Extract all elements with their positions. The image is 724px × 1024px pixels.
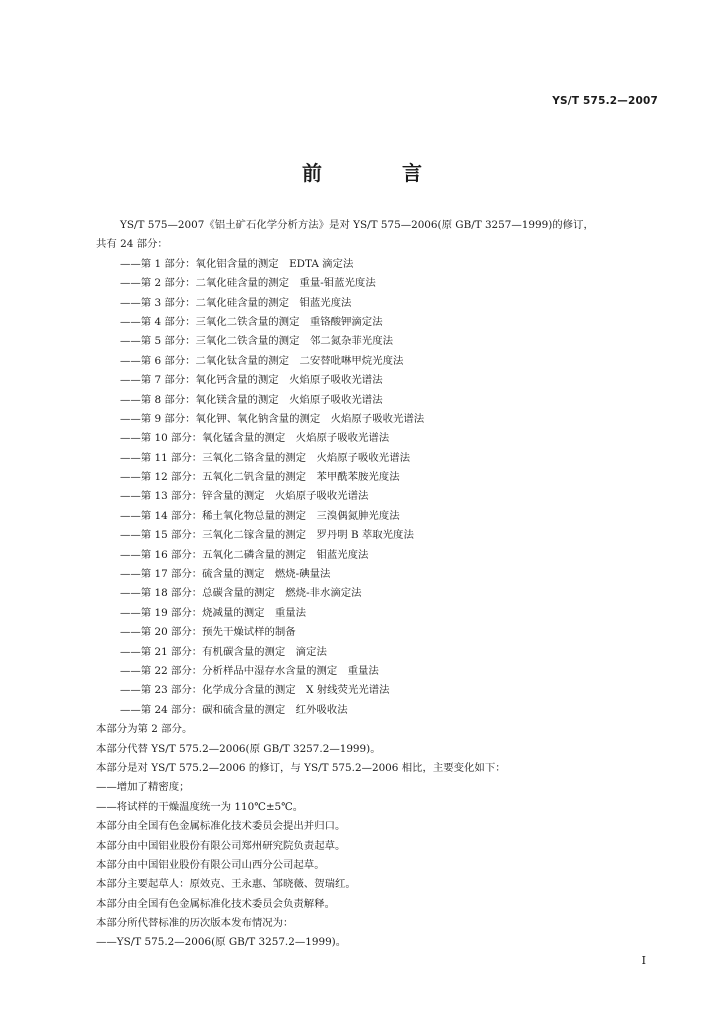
note-line: 本部分由中国铝业股份有限公司山西分公司起草。 xyxy=(96,858,325,871)
intro-line: YS/T 575—2007《铝土矿石化学分析方法》是对 YS/T 575—2006(原 GB/T 3257—1999)的修订， xyxy=(120,219,594,231)
note-line: 本部分是对 YS/T 575.2—2006 的修订，与 YS/T 575.2—2006 相比，主要变化如下： xyxy=(96,761,506,774)
note-line: 本部分代替 YS/T 575.2—2006(原 GB/T 3257.2—1999)。 xyxy=(96,742,381,755)
intro-line: 共有 24 部分： xyxy=(96,238,168,251)
standard-code: YS/T 575.2—2007 xyxy=(552,95,658,107)
note-line: 本部分由全国有色金属标准化技术委员会负责解释。 xyxy=(96,897,335,910)
part-list-item: ——第 24 部分：碳和硫含量的测定 红外吸收法 xyxy=(120,703,348,716)
part-list-item: ——第 18 部分：总碳含量的测定 燃烧-非水滴定法 xyxy=(120,587,362,600)
note-line: 本部分由全国有色金属标准化技术委员会提出并归口。 xyxy=(96,820,346,833)
part-list-item: ——第 19 部分：烧减量的测定 重量法 xyxy=(120,606,307,619)
part-list-item: ——第 14 部分：稀土氧化物总量的测定 三溴偶氮胂光度法 xyxy=(120,509,400,522)
note-line: 本部分由中国铝业股份有限公司郑州研究院负责起草。 xyxy=(96,839,346,852)
part-list-item: ——第 4 部分：三氧化二铁含量的测定 重铬酸钾滴定法 xyxy=(120,315,383,328)
foreword-body xyxy=(96,216,678,953)
part-list-item: ——第 10 部分：氧化锰含量的测定 火焰原子吸收光谱法 xyxy=(120,432,390,445)
note-line: ——将试样的干燥温度统一为 110℃±5℃。 xyxy=(96,800,304,813)
note-line: 本部分所代替标准的历次版本发布情况为： xyxy=(96,917,294,930)
part-list-item: ——第 7 部分：氧化钙含量的测定 火焰原子吸收光谱法 xyxy=(120,374,383,387)
part-list-item: ——第 11 部分：三氧化二铬含量的测定 火焰原子吸收光谱法 xyxy=(120,451,410,464)
part-list-item: ——第 22 部分：分析样品中湿存水含量的测定 重量法 xyxy=(120,664,379,677)
part-list-item: ——第 23 部分：化学成分含量的测定 X 射线荧光光谱法 xyxy=(120,684,390,697)
part-list-item: ——第 9 部分：氧化钾、氧化钠含量的测定 火焰原子吸收光谱法 xyxy=(120,412,425,425)
part-list-item: ——第 17 部分：硫含量的测定 燃烧-碘量法 xyxy=(120,568,331,581)
note-line: ——增加了精密度； xyxy=(96,781,190,794)
part-list-item: ——第 12 部分：五氧化二钒含量的测定 苯甲酰苯胺光度法 xyxy=(120,471,400,484)
part-list-item: ——第 2 部分：二氧化硅含量的测定 重量-钼蓝光度法 xyxy=(120,277,376,290)
part-list-item: ——第 5 部分：三氧化二铁含量的测定 邻二氮杂菲光度法 xyxy=(120,335,393,348)
part-list-item: ——第 16 部分：五氧化二磷含量的测定 钼蓝光度法 xyxy=(120,548,369,561)
part-list-item: ——第 8 部分：氧化镁含量的测定 火焰原子吸收光谱法 xyxy=(120,393,383,406)
page-number: I xyxy=(641,954,646,967)
note-line: 本部分主要起草人：原效克、王永惠、邹晓薇、贺瑞红。 xyxy=(96,878,356,891)
note-line: 本部分为第 2 部分。 xyxy=(96,723,193,736)
part-list-item: ——第 1 部分：氧化铝含量的测定 EDTA 滴定法 xyxy=(120,257,354,270)
part-list-item: ——第 20 部分：预先干燥试样的制备 xyxy=(120,626,296,639)
part-list-item: ——第 3 部分：二氧化硅含量的测定 钼蓝光度法 xyxy=(120,296,352,309)
part-list-item: ——第 21 部分：有机碳含量的测定 滴定法 xyxy=(120,645,327,658)
note-line: ——YS/T 575.2—2006(原 GB/T 3257.2—1999)。 xyxy=(96,936,347,949)
part-list-item: ——第 6 部分：二氧化钛含量的测定 二安替吡啉甲烷光度法 xyxy=(120,354,404,367)
part-list-item: ——第 13 部分：锌含量的测定 火焰原子吸收光谱法 xyxy=(120,490,369,503)
page-title: 前 言 xyxy=(302,161,452,185)
part-list-item: ——第 15 部分：三氧化二镓含量的测定 罗丹明 B 萃取光度法 xyxy=(120,529,414,542)
